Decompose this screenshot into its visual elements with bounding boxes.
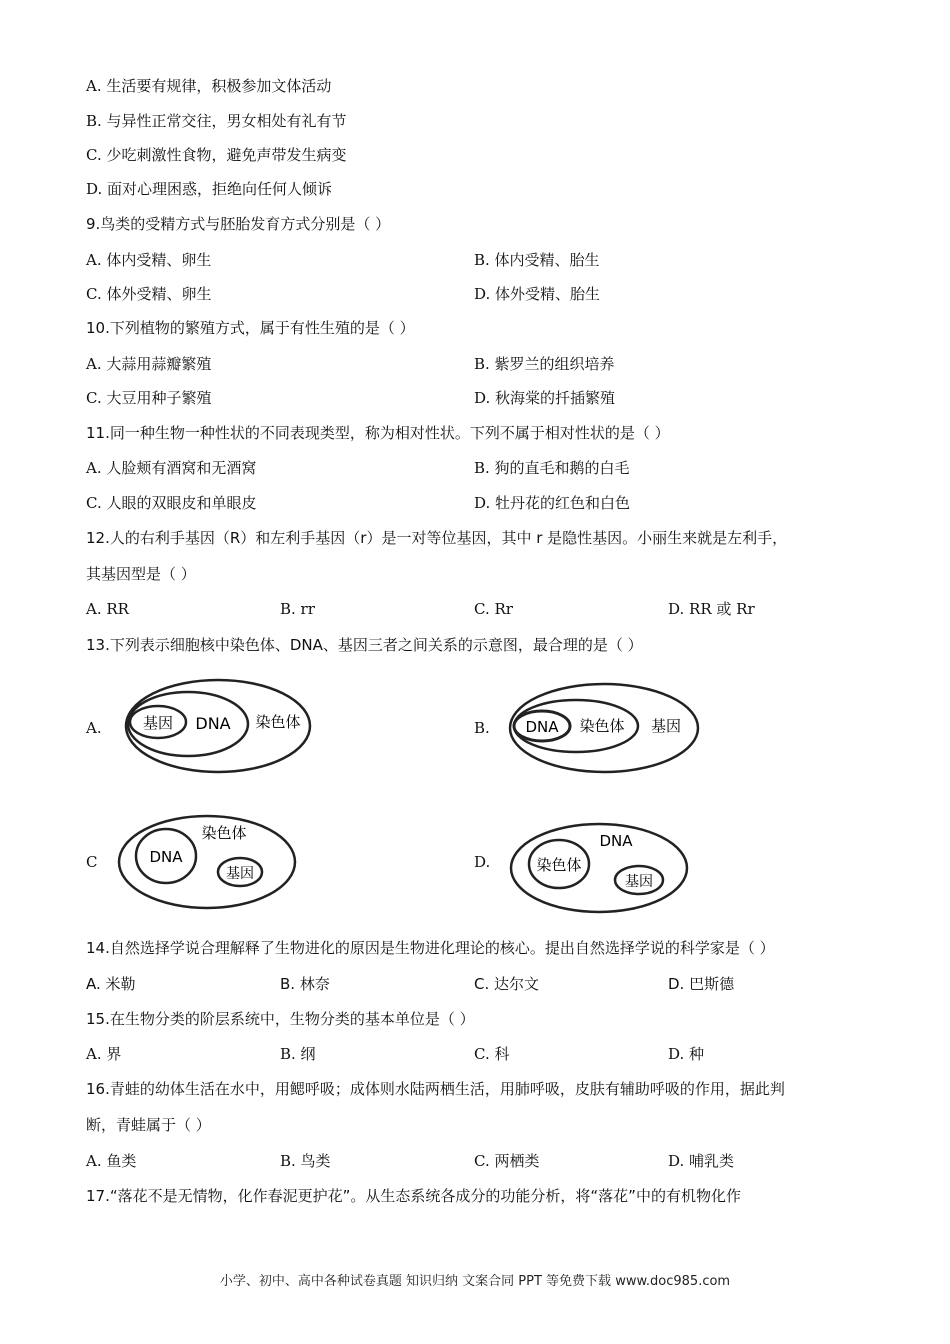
q16-option-d: D. 哺乳类 — [668, 1152, 735, 1170]
q13-option-a-label: A. — [86, 719, 102, 737]
q12-option-d: D. RR 或 Rr — [668, 600, 755, 618]
q10-option-a: A. 大蒜用蒜瓣繁殖 — [86, 355, 212, 373]
q13-a-inner-text: 基因 — [142, 714, 174, 732]
q13-option-b-label: B. — [474, 719, 490, 737]
q12-stem-line1: 12.人的右利手基因（R）和左利手基因（r）是一对等位基因，其中 r 是隐性基因。小丽生来就是左利手， — [86, 529, 788, 547]
q16-option-c: C. 两栖类 — [474, 1152, 540, 1170]
q9-stem: 9.鸟类的受精方式与胚胎发育方式分别是（ ） — [86, 215, 391, 233]
q8-option-d: D. 面对心理困惑，拒绝向任何人倾诉 — [86, 180, 333, 198]
q13-a-middle-text: DNA — [195, 714, 231, 733]
q10-option-b: B. 紫罗兰的组织培养 — [474, 355, 615, 373]
q11-option-d: D. 牡丹花的红色和白色 — [474, 494, 631, 512]
q15-option-a: A. 界 — [86, 1045, 122, 1063]
q13-stem: 13.下列表示细胞核中染色体、DNA、基因三者之间关系的示意图，最合理的是（ ） — [86, 636, 643, 654]
q13-d-right-text: 基因 — [625, 874, 653, 890]
q9-option-a: A. 体内受精、卵生 — [86, 251, 212, 269]
q8-option-a: A. 生活要有规律，积极参加文体活动 — [86, 77, 332, 95]
q16-option-b: B. 鸟类 — [280, 1152, 331, 1170]
q14-option-a: A. 米勒 — [86, 975, 136, 993]
q13-diagram-c — [112, 810, 302, 914]
q14-option-b: B. 林奈 — [280, 975, 330, 993]
q13-diagram-b — [504, 678, 714, 778]
q11-stem: 11.同一种生物一种性状的不同表现类型，称为相对性状。下列不属于相对性状的是（ ） — [86, 424, 670, 442]
q13-b-outer-text: 基因 — [650, 717, 682, 735]
q12-option-c: C. Rr — [474, 600, 513, 618]
q14-option-c: C. 达尔文 — [474, 975, 540, 993]
q11-option-c: C. 人眼的双眼皮和单眼皮 — [86, 494, 257, 512]
q9-option-c: C. 体外受精、卵生 — [86, 285, 212, 303]
q8-option-c: C. 少吃刺激性食物，避免声带发生病变 — [86, 146, 347, 164]
q15-option-c: C. 科 — [474, 1045, 510, 1063]
q16-option-a: A. 鱼类 — [86, 1152, 137, 1170]
q11-option-a: A. 人脸颊有酒窝和无酒窝 — [86, 459, 257, 477]
q14-option-d: D. 巴斯德 — [668, 975, 735, 993]
q13-diagram-d — [504, 818, 694, 918]
q13-c-left-text: DNA — [149, 848, 183, 866]
q10-stem: 10.下列植物的繁殖方式，属于有性生殖的是（ ） — [86, 319, 415, 337]
q13-c-top-text: 染色体 — [201, 824, 247, 842]
q15-option-d: D. 种 — [668, 1045, 705, 1063]
q15-option-b: B. 纲 — [280, 1045, 316, 1063]
q13-a-outer-text: 染色体 — [255, 713, 301, 731]
q9-option-b: B. 体内受精、胎生 — [474, 251, 600, 269]
q15-stem: 15.在生物分类的阶层系统中，生物分类的基本单位是（ ） — [86, 1010, 475, 1028]
q8-option-b: B. 与异性正常交往，男女相处有礼有节 — [86, 112, 347, 130]
q17-stem: 17.“落花不是无情物，化作春泥更护花”。从生态系统各成分的功能分析，将“落花”中的有机物化作 — [86, 1187, 741, 1205]
q13-b-inner-text: DNA — [525, 718, 559, 736]
q14-stem: 14.自然选择学说合理解释了生物进化的原因是生物进化理论的核心。提出自然选择学说的科学家是（ ） — [86, 939, 775, 957]
q16-stem-line2: 断，青蛙属于（ ） — [86, 1116, 211, 1134]
q13-b-middle-text: 染色体 — [579, 717, 625, 735]
q10-option-d: D. 秋海棠的扦插繁殖 — [474, 389, 616, 407]
q9-option-d: D. 体外受精、胎生 — [474, 285, 601, 303]
q13-option-d-label: D. — [474, 853, 491, 871]
q13-option-c-label: C — [86, 853, 98, 871]
q11-option-b: B. 狗的直毛和鹅的白毛 — [474, 459, 630, 477]
q13-d-left-text: 染色体 — [536, 856, 582, 874]
page-footer: 小学、初中、高中各种试卷真题 知识归纳 文案合同 PPT 等免费下载 www.doc985.com — [219, 1274, 731, 1289]
q12-option-a: A. RR — [86, 600, 129, 618]
q12-stem-line2: 其基因型是（ ） — [86, 565, 196, 583]
q13-d-top-text: DNA — [599, 832, 633, 850]
q16-stem-line1: 16.青蛙的幼体生活在水中，用鳃呼吸；成体则水陆两栖生活，用肺呼吸，皮肤有辅助呼吸的作用，据此判 — [86, 1080, 785, 1098]
q12-option-b: B. rr — [280, 600, 315, 618]
q10-option-c: C. 大豆用种子繁殖 — [86, 389, 212, 407]
q13-c-right-text: 基因 — [226, 866, 254, 882]
q13-diagram-a — [118, 672, 318, 780]
